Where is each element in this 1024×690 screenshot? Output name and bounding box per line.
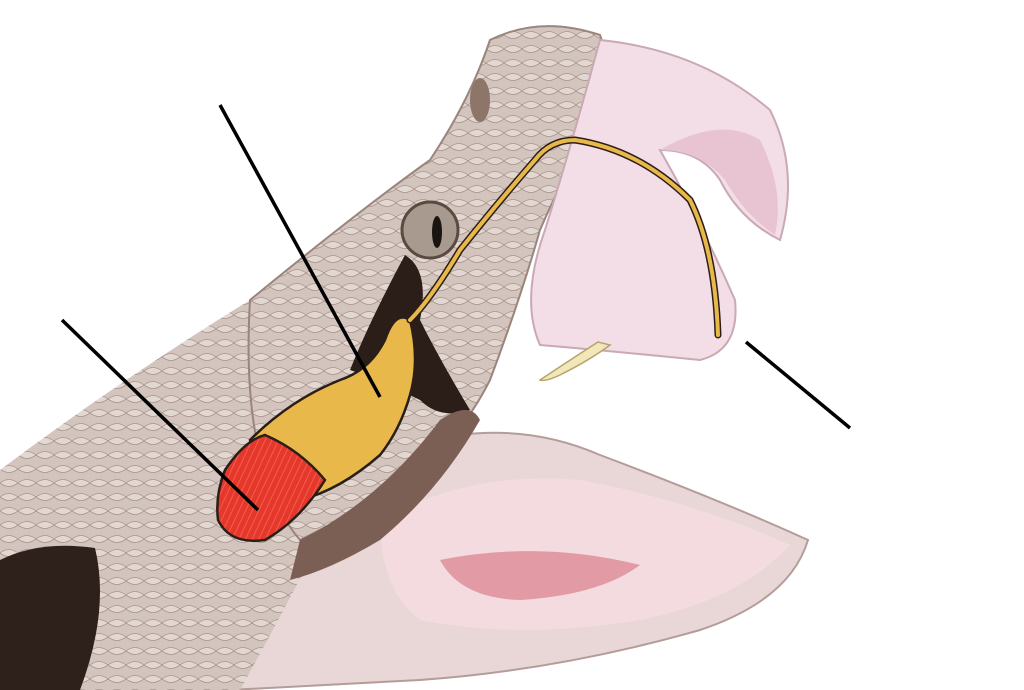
eye	[402, 202, 458, 258]
nostril	[470, 78, 490, 122]
pointer-line-fang	[746, 342, 850, 428]
body-dark-band	[0, 546, 100, 690]
